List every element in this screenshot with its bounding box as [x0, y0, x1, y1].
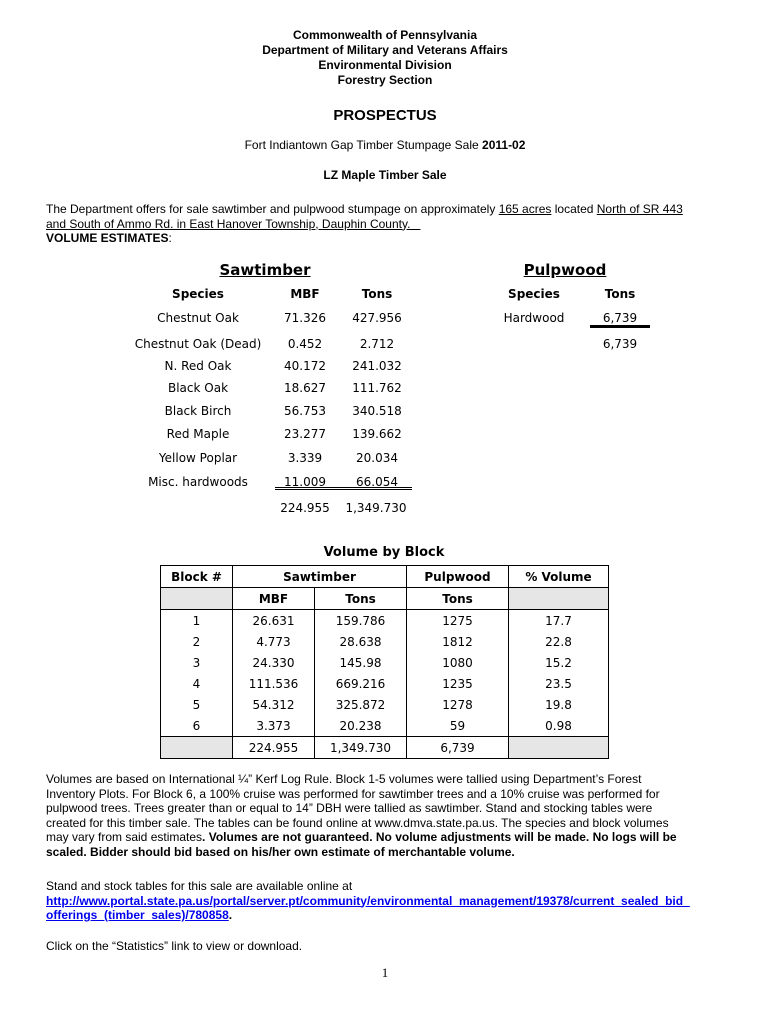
sawtimber-header-tons: Tons — [361, 287, 393, 301]
click-note: Click on the “Statistics” link to view or download. — [46, 939, 303, 953]
volume-by-block-title: Volume by Block — [323, 545, 445, 560]
sawtimber-species: Red Maple — [166, 427, 230, 441]
sawtimber-mbf: 71.326 — [284, 311, 326, 325]
sawtimber-species: Yellow Poplar — [158, 451, 238, 465]
col-pct-volume: % Volume — [509, 566, 609, 588]
header-line-1: Commonwealth of Pennsylvania — [292, 28, 478, 42]
cell-pct: 17.7 — [509, 610, 609, 632]
statistics-link-line-1[interactable]: http://www.portal.state.pa.us/portal/server.pt/community/environmental_management/19378/current_sealed_bid_ — [46, 893, 690, 908]
header-line-3: Environmental Division — [318, 58, 452, 72]
sub-pulp-tons: Tons — [407, 588, 509, 610]
cell-mbf: 54.312 — [233, 694, 315, 715]
cell-tons: 669.216 — [315, 673, 407, 694]
page-title: PROSPECTUS — [333, 107, 437, 124]
cell-pct: 22.8 — [509, 631, 609, 652]
header-line-4: Forestry Section — [337, 73, 433, 87]
cell-pct: 15.2 — [509, 652, 609, 673]
cell-pulp: 1235 — [407, 673, 509, 694]
cell-pct: 19.8 — [509, 694, 609, 715]
notes-line-1: Volumes are based on International ¼” Kerf Log Rule. Block 1-5 volumes were tallied using Department’s Forest — [46, 772, 642, 786]
col-sawtimber: Sawtimber — [233, 566, 407, 588]
sawtimber-tons: 340.518 — [352, 404, 402, 418]
sale-number: 2011-02 — [482, 138, 526, 152]
cell-pulp: 1812 — [407, 631, 509, 652]
sawtimber-mbf: 3.339 — [287, 451, 323, 465]
volume-by-block-table — [160, 565, 609, 759]
cell-block: 2 — [161, 631, 233, 652]
volume-colon: : — [168, 231, 172, 245]
volume-estimates-label: VOLUME ESTIMATES — [46, 231, 169, 245]
sawtimber-title — [140, 261, 390, 279]
table-total-row — [161, 737, 609, 759]
total-mbf: 224.955 — [233, 737, 315, 759]
shaded-cell — [161, 737, 233, 759]
sawtimber-mbf: 56.753 — [284, 404, 326, 418]
pulpwood-tons: 6,739 — [602, 311, 638, 325]
notes-line-4: created for this timber sale. The tables can be found online at www.dmva.state.pa.us. The species and block volumes — [46, 815, 669, 830]
cell-pulp: 59 — [407, 715, 509, 737]
cell-block: 1 — [161, 610, 233, 632]
sawtimber-tons: 20.034 — [356, 451, 398, 465]
cell-pct: 23.5 — [509, 673, 609, 694]
cell-tons: 20.238 — [315, 715, 407, 737]
total-pulp: 6,739 — [407, 737, 509, 759]
table-row — [161, 715, 609, 737]
sawtimber-species: Chestnut Oak (Dead) — [134, 337, 262, 351]
online-paragraph — [46, 879, 746, 923]
online-text: Stand and stock tables for this sale are available online at — [46, 879, 353, 893]
sawtimber-tons: 111.762 — [352, 381, 402, 395]
table-row — [161, 694, 609, 715]
pulpwood-title — [480, 261, 650, 279]
table-row — [161, 652, 609, 673]
cell-mbf: 26.631 — [233, 610, 315, 632]
pulpwood-species: Hardwood — [503, 311, 565, 325]
notes-line-5b: . Volumes are not guaranteed. No volume adjustments will be made. No logs will be — [202, 830, 677, 844]
page-number: 1 — [381, 965, 389, 980]
cell-tons: 325.872 — [315, 694, 407, 715]
table-header-row — [161, 566, 609, 588]
volume-by-block-rows — [161, 610, 609, 737]
sawtimber-title-text: Sawtimber — [219, 261, 311, 279]
sawtimber-tons: 2.712 — [359, 337, 395, 351]
sawtimber-total-tons: 1,349.730 — [345, 501, 407, 515]
cell-tons: 145.98 — [315, 652, 407, 673]
sawtimber-mbf: 40.172 — [284, 359, 326, 373]
pulpwood-title-text: Pulpwood — [523, 261, 607, 279]
cell-tons: 159.786 — [315, 610, 407, 632]
sale-line — [0, 138, 770, 152]
notes-paragraph — [46, 772, 746, 859]
table-row — [161, 610, 609, 632]
pulpwood-header-species: Species — [508, 287, 560, 301]
col-pulpwood: Pulpwood — [407, 566, 509, 588]
cell-mbf: 4.773 — [233, 631, 315, 652]
cell-block: 4 — [161, 673, 233, 694]
cell-mbf: 24.330 — [233, 652, 315, 673]
sawtimber-species: Misc. hardwoods — [148, 475, 248, 489]
intro-location: North of SR 443 — [596, 202, 683, 216]
cell-pulp: 1278 — [407, 694, 509, 715]
intro-text-3: and South of Ammo Rd. in East Hanover Township, Dauphin County. — [46, 216, 411, 231]
sawtimber-mbf: 18.627 — [284, 381, 326, 395]
shaded-cell — [509, 737, 609, 759]
shaded-cell — [161, 588, 233, 610]
notes-line-2: Inventory Plots. For Block 6, a 100% cruise was performed for sawtimber trees and a 10% cruise was performed for — [46, 786, 660, 801]
sawtimber-header-mbf: MBF — [290, 287, 320, 301]
sawtimber-tons: 66.054 — [356, 475, 398, 489]
table-row — [161, 631, 609, 652]
sawtimber-species: Black Oak — [167, 381, 229, 395]
sawtimber-tons: 139.662 — [352, 427, 402, 441]
sawtimber-total-rule — [275, 487, 412, 490]
sale-prefix: Fort Indiantown Gap Timber Stumpage Sale — [244, 138, 483, 152]
cell-pulp: 1275 — [407, 610, 509, 632]
cell-block: 6 — [161, 715, 233, 737]
pulpwood-total: 6,739 — [602, 337, 638, 351]
sawtimber-tons: 427.956 — [352, 311, 402, 325]
header-line-2: Department of Military and Veterans Affairs — [262, 43, 508, 57]
sawtimber-mbf: 0.452 — [287, 337, 323, 351]
sawtimber-total-mbf: 224.955 — [280, 501, 330, 515]
cell-pct: 0.98 — [509, 715, 609, 737]
col-block: Block # — [161, 566, 233, 588]
sawtimber-species: N. Red Oak — [164, 359, 232, 373]
link-period: . — [228, 908, 233, 922]
intro-acres: 165 acres — [498, 202, 552, 216]
notes-line-5a: may vary from said estimates — [46, 830, 203, 844]
sawtimber-species: Chestnut Oak — [157, 311, 239, 325]
cell-mbf: 3.373 — [233, 715, 315, 737]
cell-block: 5 — [161, 694, 233, 715]
pulpwood-total-rule — [590, 325, 650, 328]
cell-mbf: 111.536 — [233, 673, 315, 694]
sawtimber-tons: 241.032 — [352, 359, 402, 373]
intro-paragraph — [46, 202, 746, 246]
intro-text-1: The Department offers for sale sawtimber and pulpwood stumpage on approximately — [46, 202, 499, 216]
table-row — [161, 673, 609, 694]
cell-tons: 28.638 — [315, 631, 407, 652]
sawtimber-mbf: 11.009 — [284, 475, 326, 489]
sawtimber-species: Black Birch — [164, 404, 232, 418]
table-subheader-row — [161, 588, 609, 610]
sawtimber-header-species: Species — [172, 287, 224, 301]
intro-text-2: located — [551, 202, 597, 216]
notes-line-3: pulpwood trees. Trees greater than or equal to 14” DBH were tallied as sawtimber. Stand and stocking tables were — [46, 801, 653, 815]
sub-tons: Tons — [315, 588, 407, 610]
shaded-cell — [509, 588, 609, 610]
sub-mbf: MBF — [233, 588, 315, 610]
notes-line-6: scaled. Bidder should bid based on his/her own estimate of merchantable volume. — [46, 844, 515, 859]
cell-block: 3 — [161, 652, 233, 673]
statistics-link-line-2[interactable]: offerings_(timber_sales)/780858 — [46, 908, 229, 922]
sale-name: LZ Maple Timber Sale — [323, 168, 447, 182]
cell-pulp: 1080 — [407, 652, 509, 673]
pulpwood-header-tons: Tons — [604, 287, 636, 301]
total-tons: 1,349.730 — [315, 737, 407, 759]
sawtimber-mbf: 23.277 — [284, 427, 326, 441]
